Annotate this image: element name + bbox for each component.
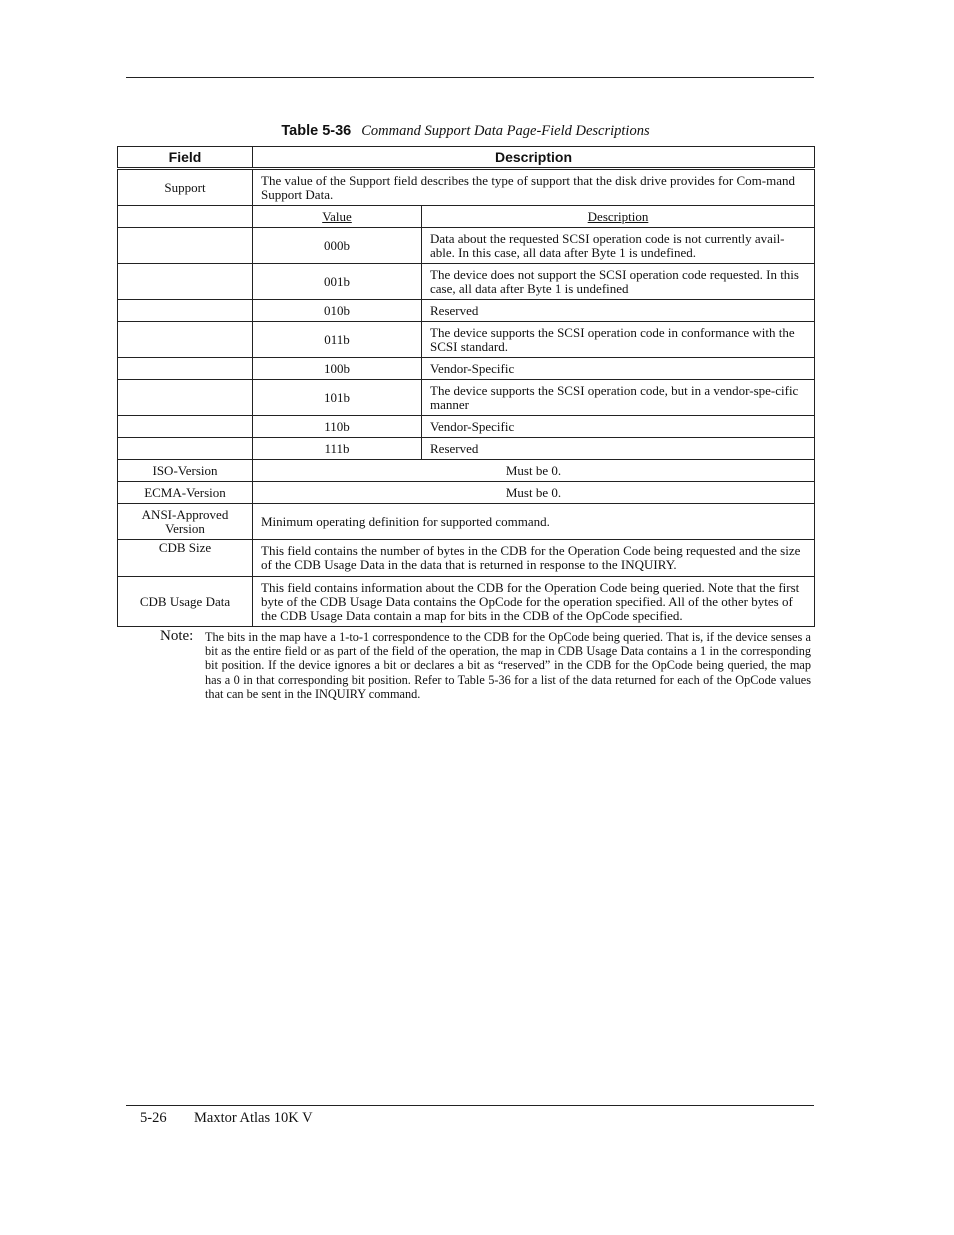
table-row [118,460,815,482]
field-cell [118,228,253,264]
sub-header-value: Value [253,206,422,228]
description-cell: Must be 0. [253,482,815,504]
value-cell: 001b [253,264,422,300]
field-cell [118,358,253,380]
header-rule [126,77,814,78]
value-description-cell: Vendor-Specific [422,416,815,438]
table-row [118,358,815,380]
value-cell: 110b [253,416,422,438]
value-description-cell: Data about the requested SCSI operation code is not currently avail-able. In this case, all data after Byte 1 is undefined. [422,228,815,264]
description-cell: Must be 0. [253,460,815,482]
value-cell: 000b [253,228,422,264]
description-cell: The value of the Support field describes the type of support that the disk drive provides for Com-mand Support Data. [253,169,815,206]
table-caption [117,123,814,140]
table-row [118,482,815,504]
table-row [118,228,815,264]
value-description-cell: The device supports the SCSI operation code, but in a vendor-spe-cific manner [422,380,815,416]
field-description-table [117,146,815,627]
table-row [118,380,815,416]
field-cell: CDB Size [118,540,253,577]
value-description-cell: Reserved [422,300,815,322]
value-description-cell: Vendor-Specific [422,358,815,380]
field-cell [118,504,253,540]
table-row [118,206,815,228]
product-name: Maxtor Atlas 10K V [194,1110,313,1126]
table-row [118,438,815,460]
footer-rule [126,1105,814,1106]
field-cell [118,300,253,322]
table-row [118,322,815,358]
sub-header-description: Description [422,206,815,228]
field-label-line: Version [165,520,205,536]
description-cell: This field contains the number of bytes in the CDB for the Operation Code being requested and the size of the CDB Usage Data in the data that is returned in response to the INQUIRY. [253,540,815,577]
value-cell: 011b [253,322,422,358]
field-cell [118,206,253,228]
page-footer [140,1110,313,1127]
note-text: The bits in the map have a 1-to-1 correspondence to the CDB for the OpCode being queried. That is, if the device senses a bit as the entire field or as part of the field of the operation, the map in CDB Usage Data contains a 1 in the corresponding bit position. If the device ignores a bit or declares a bit as “reserved” in the CDB for the OpCode being queried, the map has a 0 in that corresponding bit position. Refer to Table 5-36 for a list of the data returned for each of the OpCode values that can be sent in the INQUIRY command. [205,630,811,701]
field-cell: ISO-Version [118,460,253,482]
value-description-cell: The device does not support the SCSI operation code requested. In this case, all data after Byte 1 is undefined [422,264,815,300]
table-number: Table 5-36 [281,123,352,139]
field-cell [118,380,253,416]
description-cell: Minimum operating definition for supported command. [253,504,815,540]
header-description: Description [253,147,815,169]
value-description-cell: The device supports the SCSI operation code in conformance with the SCSI standard. [422,322,815,358]
value-cell: 111b [253,438,422,460]
field-cell [118,416,253,438]
field-cell [118,264,253,300]
header-field: Field [118,147,253,169]
field-cell: Support [118,169,253,206]
value-cell: 101b [253,380,422,416]
table-header-row [118,147,815,169]
table-row [118,504,815,540]
note-label: Note: [160,628,194,644]
field-cell: CDB Usage Data [118,577,253,627]
field-cell [118,438,253,460]
table-title: Command Support Data Page-Field Descriptions [361,123,650,139]
value-cell: 010b [253,300,422,322]
table-row [118,169,815,206]
note-block [160,630,811,701]
value-cell: 100b [253,358,422,380]
description-cell: This field contains information about the CDB for the Operation Code being queried. Note that the first byte of the CDB Usage Data contains the OpCode for the operation specified. All of the other bytes of the CDB Usage Data contain a map for bits in the CDB of the OpCode specified. [253,577,815,627]
field-cell [118,322,253,358]
field-cell: ECMA-Version [118,482,253,504]
table-row [118,416,815,438]
value-description-cell: Reserved [422,438,815,460]
page-number: 5-26 [140,1110,167,1126]
table-row [118,300,815,322]
field-label-line: ANSI-Approved [141,506,229,522]
table-row [118,540,815,577]
table-row [118,577,815,627]
table-row [118,264,815,300]
